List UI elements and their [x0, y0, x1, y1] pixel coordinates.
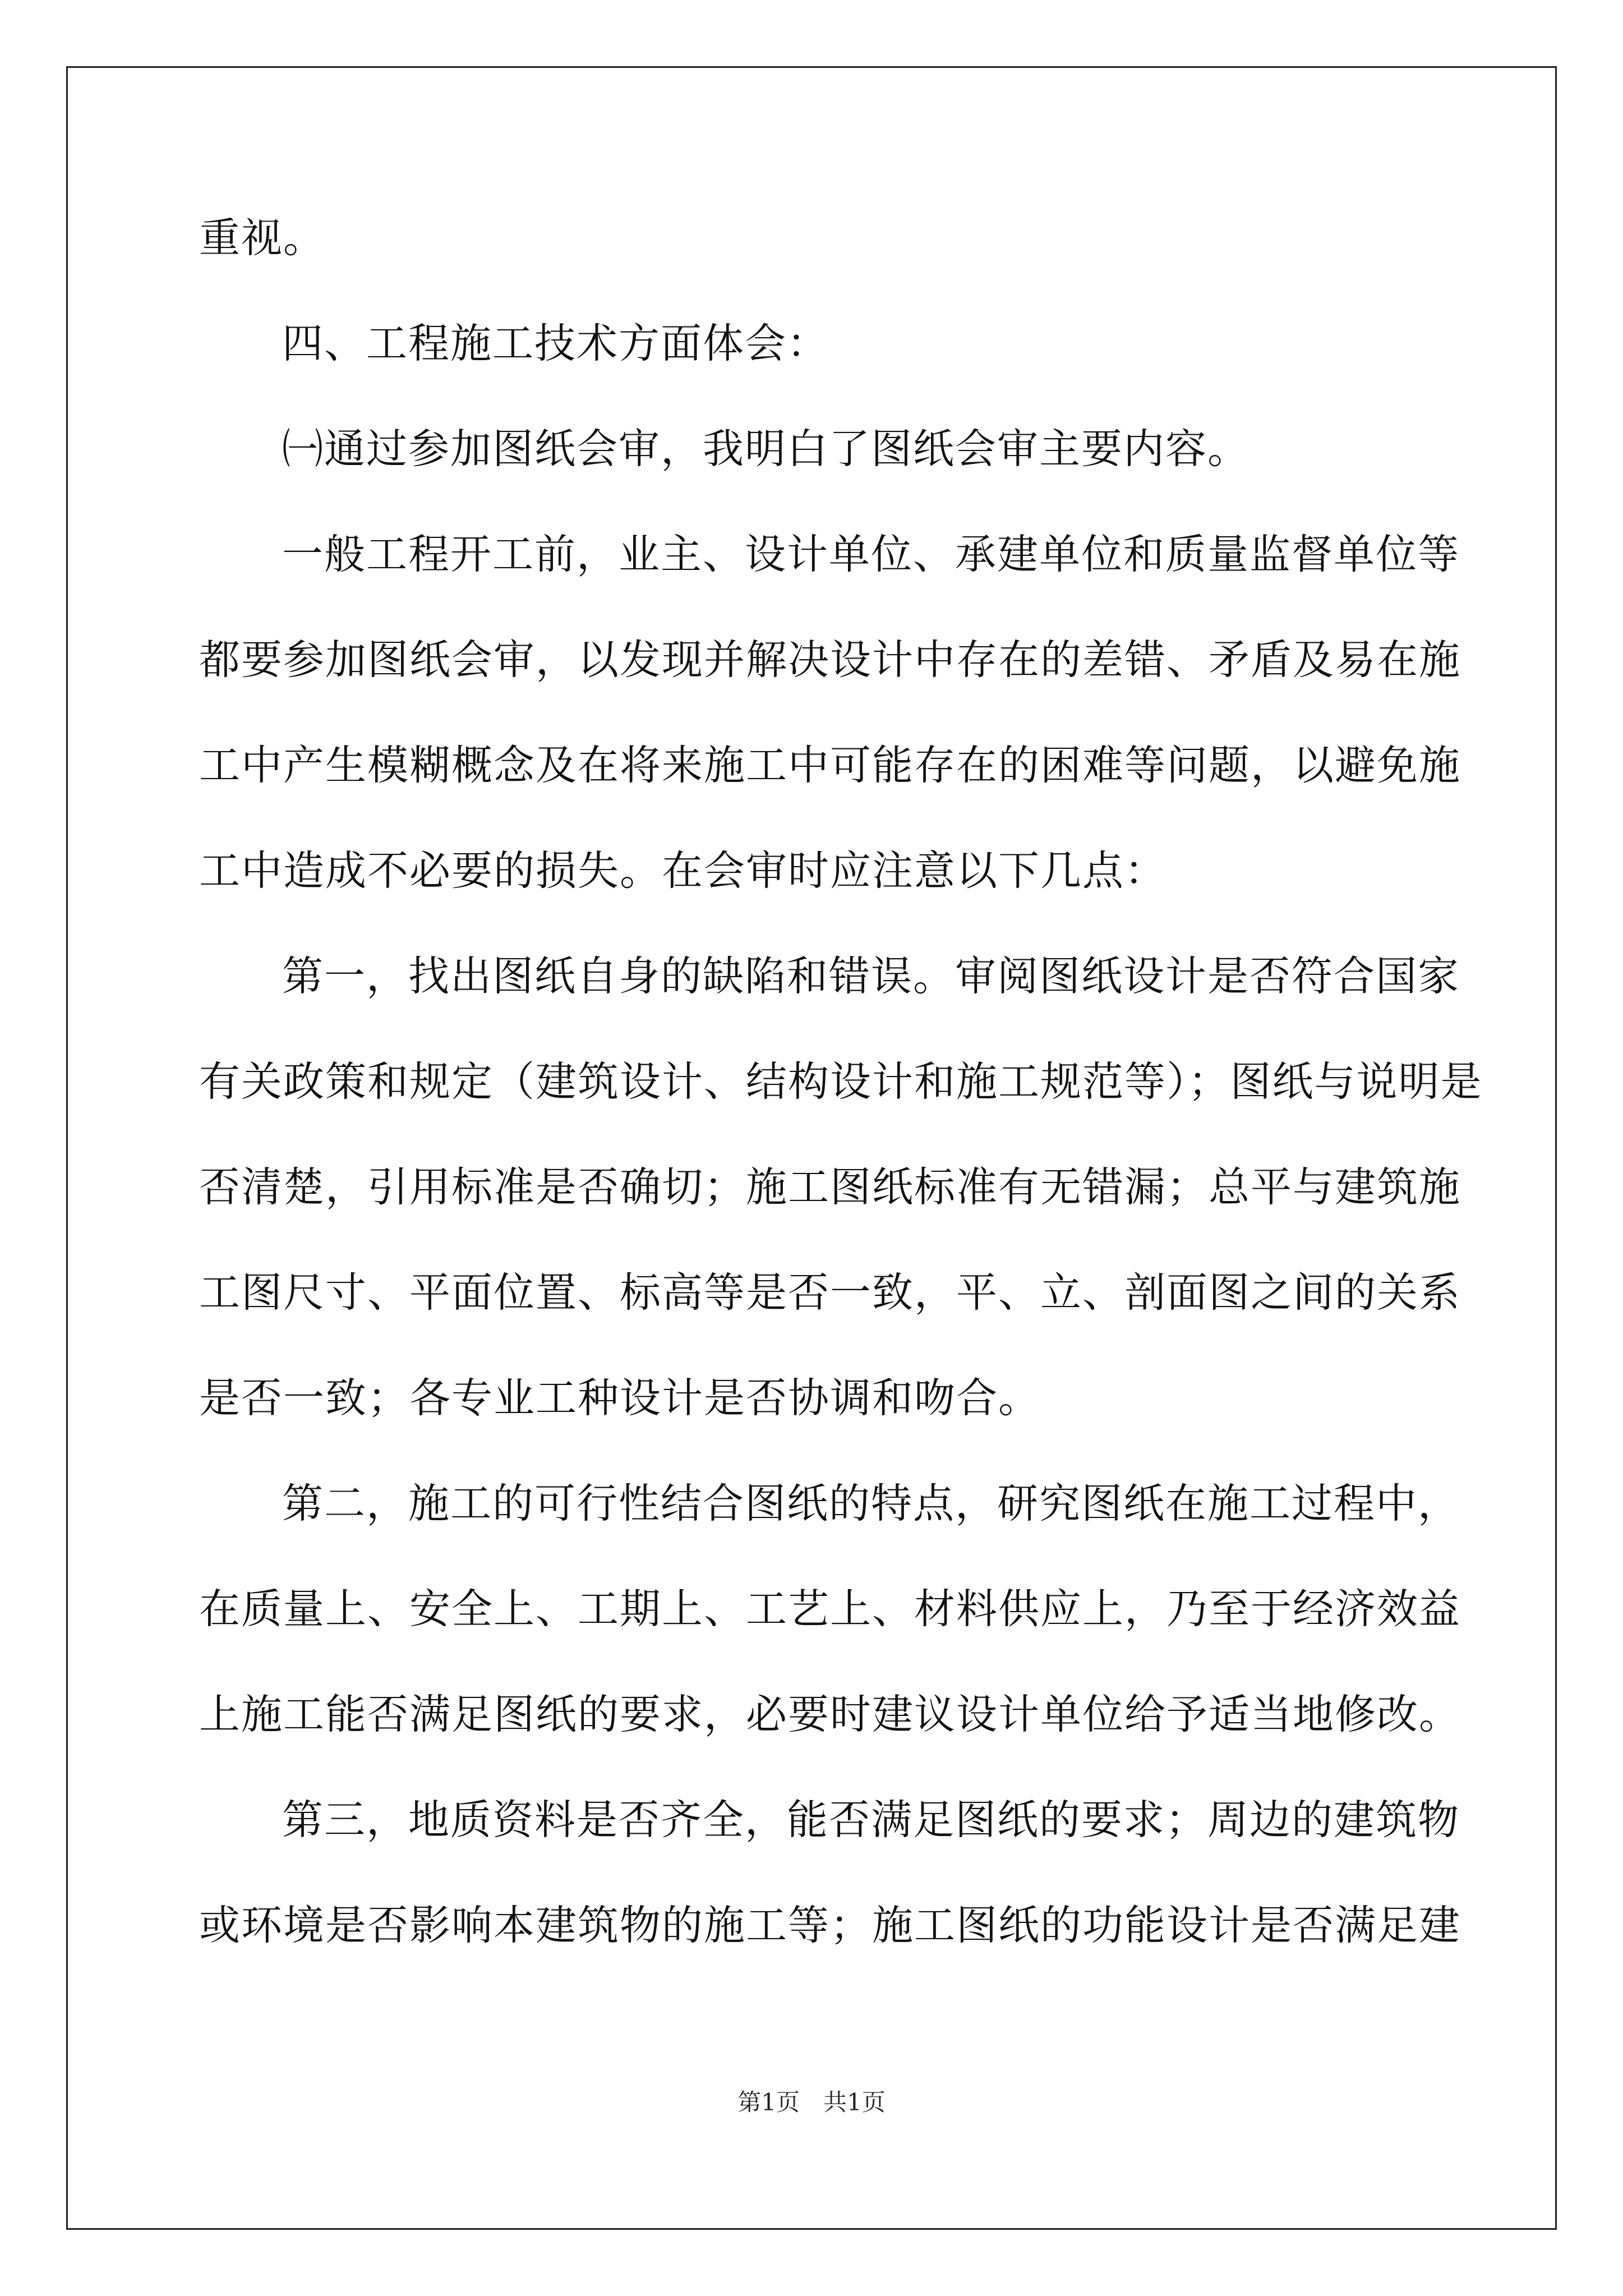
text-line: 重视。 — [199, 214, 325, 262]
text-line: 第二，施工的可行性结合图纸的特点，研究图纸在施工过程中， — [282, 1480, 1460, 1527]
text-line: 工中产生模糊概念及在将来施工中可能存在的困难等问题，以避免施 — [199, 742, 1461, 789]
text-line: 或环境是否影响本建筑物的施工等；施工图纸的功能设计是否满足建 — [199, 1902, 1461, 1949]
text-line: 四、工程施工技术方面体会： — [282, 320, 829, 367]
text-line: 有关政策和规定（建筑设计、结构设计和施工规范等）；图纸与说明是 — [199, 1058, 1483, 1106]
text-line: 在质量上、安全上、工期上、工艺上、材料供应上，乃至于经济效益 — [199, 1585, 1461, 1633]
text-line: 第一，找出图纸自身的缺陷和错误。审阅图纸设计是否符合国家 — [282, 953, 1460, 1000]
text-line: 一般工程开工前，业主、设计单位、承建单位和质量监督单位等 — [282, 531, 1460, 578]
text-line: 否清楚，引用标准是否确切；施工图纸标准有无错漏；总平与建筑施 — [199, 1163, 1461, 1211]
text-line: 是否一致；各专业工种设计是否协调和吻合。 — [199, 1374, 1040, 1422]
text-line: 都要参加图纸会审，以发现并解决设计中存在的差错、矛盾及易在施 — [199, 636, 1461, 684]
text-line: 上施工能否满足图纸的要求，必要时建议设计单位给予适当地修改。 — [199, 1691, 1461, 1738]
text-line: ㈠通过参加图纸会审，我明白了图纸会审主要内容。 — [282, 425, 1249, 473]
text-line: 工中造成不必要的损失。在会审时应注意以下几点： — [199, 847, 1166, 895]
text-line: 第三，地质资料是否齐全，能否满足图纸的要求；周边的建筑物 — [282, 1796, 1460, 1844]
text-line: 工图尺寸、平面位置、标高等是否一致，平、立、剖面图之间的关系 — [199, 1269, 1461, 1317]
page-footer: 第1页 共1页 — [737, 2088, 886, 2116]
